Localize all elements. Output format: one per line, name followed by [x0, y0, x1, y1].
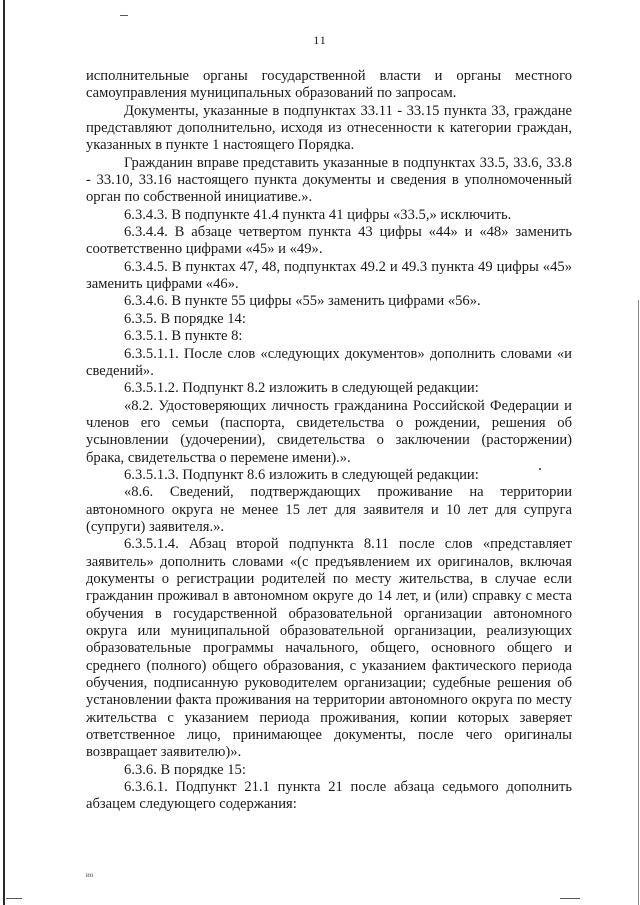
paragraph: «8.6. Сведений, подтверждающих проживание на территории автономного округа не менее 15 лет для заявителя и 10 лет для супруга (супруги) заявителя.».: [86, 484, 572, 535]
paragraph: 6.3.5.1.4. Абзац второй подпункта 8.11 после слов «представляет заявитель» дополнить словами «(с предъявлением их оригиналов, включая документы о регистрации родителей по месту жительства, в случае если гражданин проживал в автономном округе до 14 лет, и (или) справку с места обучения в государственной образовательной организации автономного округа или муниципальной образовательной организации, реализующих образовательные программы начального, общего, основного общего и среднего (полного) общего образования, с указанием фактического периода обучения, подписанную руководителем организации; судебные решения об установлении факта проживания на территории автономного округа по месту жительства с указанием периода проживания, копии которых заверяет ответственное лицо, принимающее документы, после чего оригиналы возвращает заявителю)».: [86, 536, 572, 761]
paragraph: 6.3.4.5. В пунктах 47, 48, подпунктах 49.2 и 49.3 пункта 49 цифры «45» заменить цифрами «46».: [86, 258, 572, 293]
paragraph: 6.3.4.6. В пункте 55 цифры «55» заменить цифрами «56».: [124, 293, 481, 310]
paragraph: 6.3.5.1.2. Подпункт 8.2 изложить в следующей редакции:: [124, 380, 479, 397]
footer-mark: ио: [86, 871, 94, 879]
paragraph: 6.3.4.4. В абзаце четвертом пункта 43 цифры «44» и «48» заменить соответственно цифрами «45» и «49».: [86, 224, 572, 258]
scan-mark-bottom-left: [6, 898, 22, 899]
scan-mark-top: [120, 15, 128, 16]
scan-mark-bottom-right: [560, 898, 580, 899]
paragraph: 6.3.5.1. В пункте 8:: [124, 328, 243, 345]
paragraph: 6.3.4.3. В подпункте 41.4 пункта 41 цифры «33.5,» исключить.: [124, 206, 512, 223]
paragraph: 6.3.5. В порядке 14:: [124, 310, 246, 327]
scan-edge-left: [3, 0, 5, 905]
paragraph: Документы, указанные в подпунктах 33.11 - 33.15 пункта 33, граждане представляют дополнительно, исходя из отнесенности к категории граждан, указанных в пункте 1 настоящего Порядка.: [86, 102, 572, 154]
scan-edge-right: [638, 300, 639, 905]
paragraph: «8.2. Удостоверяющих личность гражданина Российской Федерации и членов его семьи (паспорта, свидетельства о рождении, решения об усыновлении (удочерении), свидетельства о заключении (расторжении) брака, свидетельства о перемене имени).».: [86, 397, 572, 466]
document-body: [86, 68, 572, 814]
paragraph: исполнительные органы государственной власти и органы местного самоуправления муниципальных образований по запросам.: [86, 68, 572, 102]
paragraph: 6.3.6.1. Подпункт 21.1 пункта 21 после абзаца седьмого дополнить абзацем следующего содержания:: [86, 779, 572, 813]
page-number: 11: [313, 33, 327, 47]
paragraph: 6.3.6. В порядке 15:: [124, 761, 246, 778]
paragraph: 6.3.5.1.1. После слов «следующих документов» дополнить словами «и сведений».: [86, 345, 572, 379]
paragraph: Гражданин вправе представить указанные в подпунктах 33.5, 33.6, 33.8 - 33.10, 33.16 настоящего пункта документы и сведения в уполномоченный орган по собственной инициативе.».: [86, 154, 572, 206]
paragraph: 6.3.5.1.3. Подпункт 8.6 изложить в следующей редакции:: [124, 466, 479, 483]
